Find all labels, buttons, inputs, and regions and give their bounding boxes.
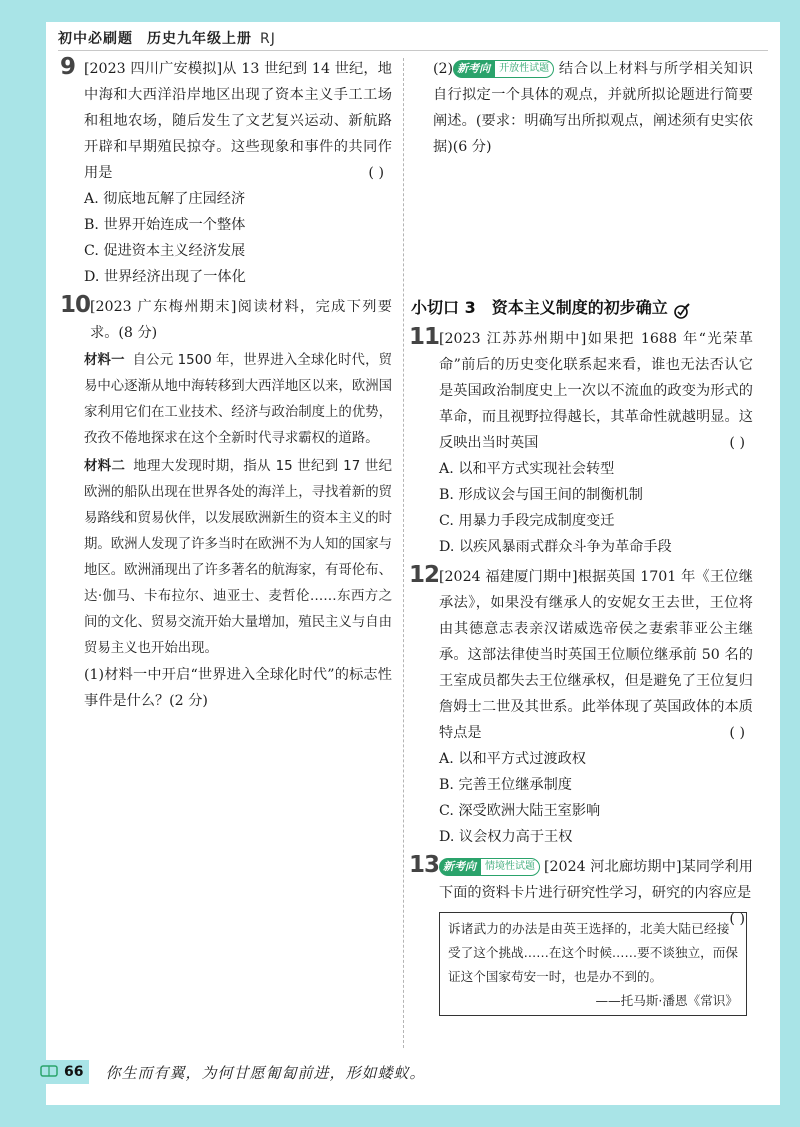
book-icon	[40, 1063, 58, 1082]
question-10	[62, 294, 392, 346]
answer-paren: ( )	[368, 165, 384, 181]
option-a: A. 以和平方式实现社会转型	[439, 461, 615, 477]
option-b: B. 世界开始连成一个整体	[84, 217, 246, 233]
header-book: 初中必刷题	[58, 31, 133, 47]
option-a: A. 以和平方式过渡政权	[439, 751, 586, 767]
column-divider	[403, 58, 404, 1048]
sub-question-prefix: (2)	[433, 61, 454, 77]
quote-source: ——托马斯·潘恩《常识》	[595, 993, 738, 1008]
footer-motto: 你生而有翼，为何甘愿匍匐前进，形如蝼蚁。	[105, 1063, 426, 1082]
question-11	[411, 326, 753, 560]
material-tag: 材料二	[84, 459, 126, 474]
sub-question-text: 结合以上材料与所学相关知识自行拟定一个具体的观点，并就所拟论题进行简要阐述。(要求：明确写出所拟观点，阐述须有史实依据)(6 分)	[433, 61, 753, 155]
question-number: 13	[409, 852, 440, 878]
material-two	[62, 454, 392, 662]
question-13	[409, 852, 753, 927]
option-b: B. 形成议会与国王间的制衡机制	[439, 487, 643, 503]
section-title: 小切口 3 资本主义制度的初步确立	[411, 294, 753, 322]
material-text: 自公元 1500 年，世界进入全球化时代，贸易中心逐渐从地中海转移到大西洋地区以来，欧洲国家利用它们在工业技术、经济与政治制度上的优势，孜孜不倦地探求在这个全新时代寻求霸权的道路。	[84, 353, 393, 446]
page-frame-right	[780, 0, 800, 1127]
answer-paren: ( )	[729, 725, 745, 741]
answer-space	[411, 160, 753, 294]
answer-paren: ( )	[729, 911, 745, 927]
header-edition: RJ	[260, 31, 276, 47]
option-d: D. 以疾风暴雨式群众斗争为革命手段	[439, 539, 672, 555]
question-stem: 新考向 情境性试题 [2024 河北廊坊期中]某同学利用下面的资料卡片进行研究性学习，研究的内容应是 ( )	[439, 854, 753, 906]
question-number: 9	[60, 54, 76, 80]
question-number: 11	[409, 324, 440, 350]
option-b: B. 完善王位继承制度	[439, 777, 572, 793]
page-number: 66	[64, 1064, 84, 1080]
question-stem: [2023 四川广安模拟]从 13 世纪到 14 世纪，地中海和大西洋沿岸地区出现了资本主义手工工场和租地农场，随后发生了文艺复兴运动、新航路开辟和早期殖民掠夺。这些现象和事件的共同作用是 ( )	[84, 56, 392, 186]
option-c: C. 深受欧洲大陆王室影响	[439, 803, 601, 819]
quote-text: 诉诸武力的办法是由英王选择的，北美大陆已经接受了这个挑战……在这个时候……要不谈独立，而保证这个国家苟安一时，也是办不到的。	[448, 921, 738, 984]
new-trend-badge: 新考向 情境性试题	[439, 858, 540, 876]
quote-card	[439, 912, 747, 1016]
page-number-tab	[36, 1060, 89, 1084]
left-column	[62, 56, 392, 714]
material-text: 地理大发现时期，指从 15 世纪到 17 世纪欧洲的船队出现在世界各处的海洋上，寻找着新的贸易路线和贸易伙伴，以发展欧洲新生的资本主义的时期。欧洲人发现了许多当时在欧洲不为人知的国家与地区。欧洲涌现出了许多著名的航海家，有哥伦布、达·伽马、卡布拉尔、迪亚士、麦哲伦……东西方之间的文化、贸易交流开始大量增加，殖民主义与自由贸易主义也开始出现。	[84, 459, 392, 656]
running-header	[58, 28, 276, 48]
question-stem: [2024 福建厦门期中]根据英国 1701 年《王位继承法》，如果没有继承人的安妮女王去世，王位将由其德意志表亲汉诺威选帝侯之妻索菲亚公主继承。这部法律使当时英国王位顺位继承前 50 名的王室成员都失去王位继承权，但是避免了王位复归詹姆士二世及其世系。此举体现了英国政体的本质特点是 ( )	[439, 564, 753, 746]
question-stem: [2023 广东梅州期末]阅读材料，完成下列要求。(8 分)	[90, 299, 392, 341]
page-footer	[46, 1057, 780, 1087]
page-frame-left	[0, 0, 46, 1127]
material-one	[62, 348, 392, 452]
option-c: C. 促进资本主义经济发展	[84, 243, 246, 259]
new-trend-badge: 新考向 开放性试题	[453, 60, 554, 78]
sub-question-1: (1)材料一中开启“世界进入全球化时代”的标志性事件是什么？(2 分)	[84, 667, 392, 709]
material-tag: 材料一	[84, 353, 125, 368]
option-d: D. 世界经济出现了一体化	[84, 269, 246, 285]
header-rule	[58, 50, 768, 51]
page-frame-bottom	[0, 1105, 800, 1127]
question-number: 10	[60, 292, 91, 318]
question-stem: [2023 江苏苏州期中]如果把 1688 年“光荣革命”前后的历史变化联系起来看，谁也无法否认它是英国政治制度史上一次以不流血的政变为形式的革命，而且视野拉得越长，其革命性就越明显。这反映出当时英国 ( )	[439, 326, 753, 456]
question-9	[62, 56, 392, 290]
header-subject: 历史九年级上册	[147, 31, 252, 47]
question-12	[411, 564, 753, 850]
option-c: C. 用暴力手段完成制度变迁	[439, 513, 615, 529]
question-number: 12	[409, 562, 440, 588]
option-a: A. 彻底地瓦解了庄园经济	[84, 191, 246, 207]
right-column	[411, 56, 753, 1016]
page-frame-top	[0, 0, 800, 22]
pencil-check-icon	[674, 300, 690, 316]
sub-question-2	[411, 56, 753, 160]
option-d: D. 议会权力高于王权	[439, 829, 573, 845]
answer-paren: ( )	[729, 435, 745, 451]
